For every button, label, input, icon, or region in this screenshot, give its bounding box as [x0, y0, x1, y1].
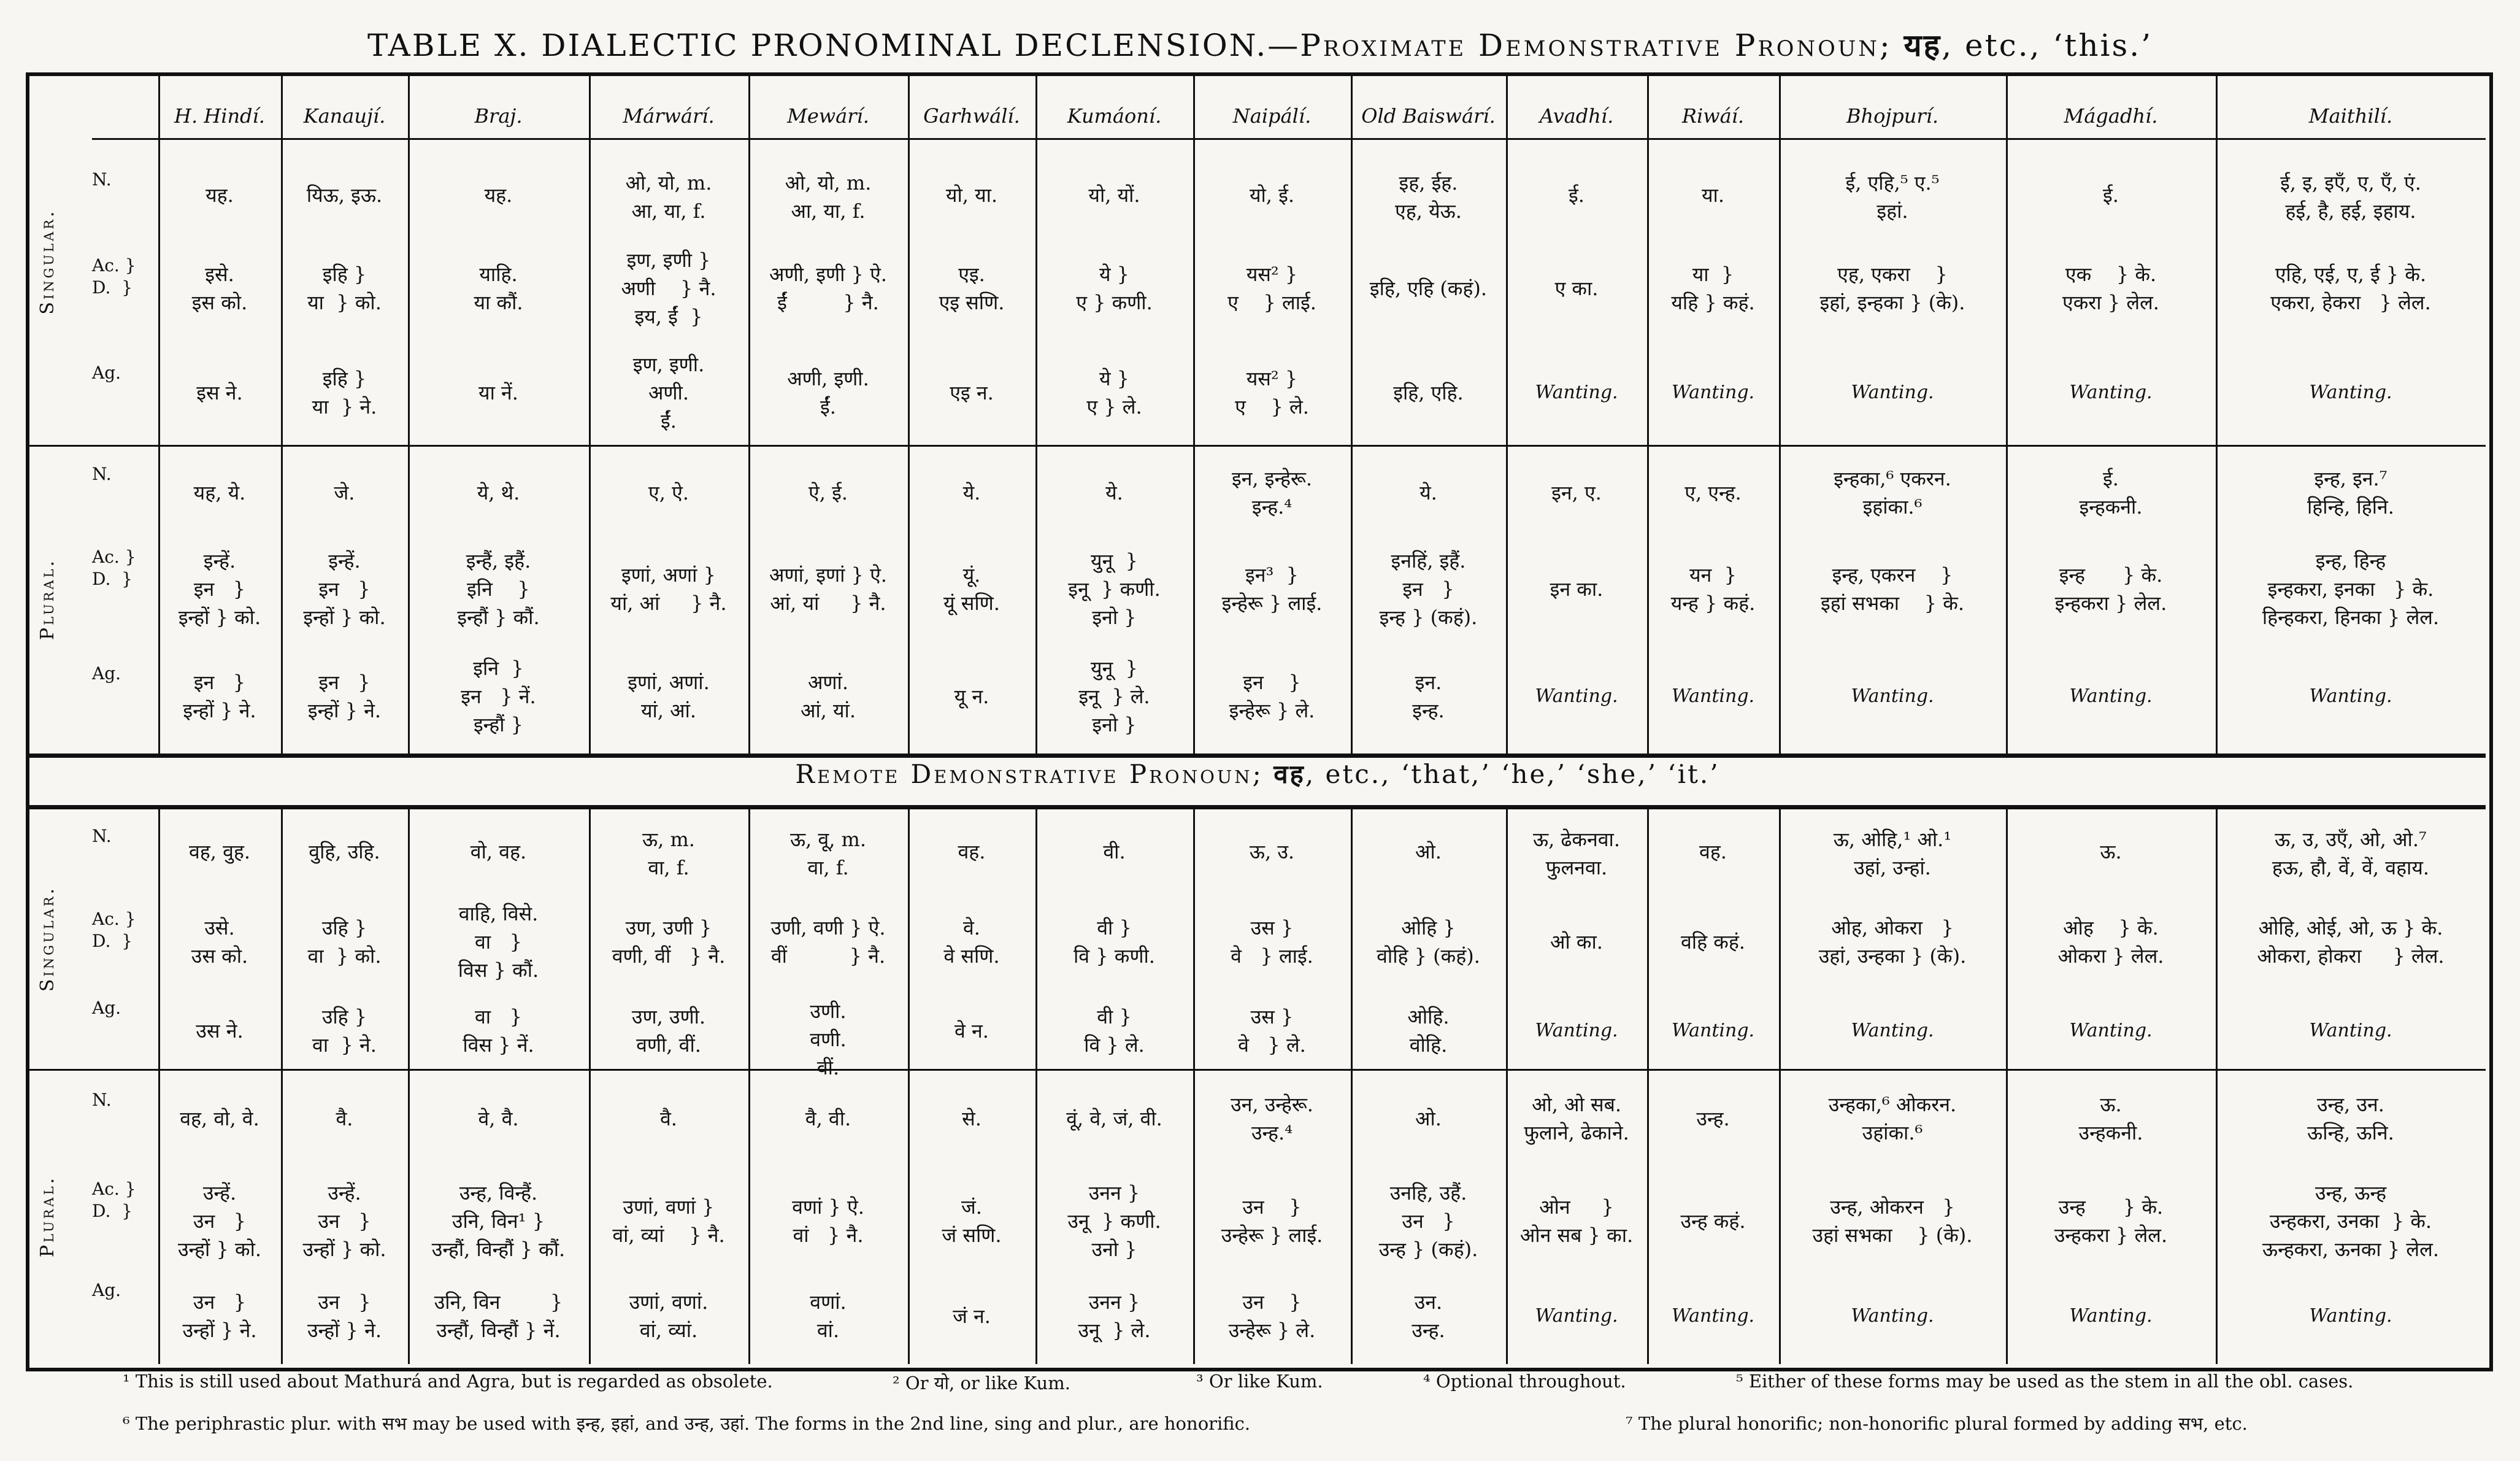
table-cell: इन } इन्हेरू } ले.	[1229, 671, 1315, 722]
section-divider	[29, 805, 2486, 809]
table-cell: ए का.	[1554, 277, 1599, 300]
column-divider	[1035, 809, 1037, 1364]
table-cell: Wanting.	[1851, 1020, 1934, 1041]
table-cell: वै, वी.	[805, 1106, 851, 1130]
table-cell: उन } उन्हों } ने.	[307, 1290, 382, 1342]
table-cell: वे, वै.	[478, 1106, 519, 1130]
table-cell: Wanting.	[1535, 1020, 1618, 1041]
column-divider	[2216, 809, 2218, 1364]
table-cell: अणी, इणी. ईं.	[787, 367, 869, 418]
table-cell: जं न.	[953, 1305, 991, 1328]
case-label: Ag.	[92, 363, 121, 383]
column-header: Márwárí.	[623, 104, 715, 128]
table-cell: इन्हें. इन } इन्हों } को.	[303, 549, 386, 629]
table-cell: ओ, यो, m. आ, या, f.	[625, 171, 712, 223]
table-cell: वे. वे सणि.	[943, 916, 1000, 968]
table-cell: यूं. यूं सणि.	[943, 563, 1000, 615]
table-cell: ये } ए } ले.	[1086, 367, 1142, 418]
footnote-3: ³ Or like Kum.	[1196, 1371, 1323, 1392]
table-cell: इणां, अणां. यां, आं.	[628, 671, 710, 722]
table-cell: Wanting.	[1671, 1020, 1755, 1041]
table-cell: इन्ह, एकरन } इहां सभका } के.	[1820, 563, 1965, 615]
table-cell: ओ.	[1415, 839, 1442, 863]
table-cell: उन. उन्ह.	[1412, 1290, 1445, 1342]
column-header: Braj.	[474, 104, 523, 128]
title-main: TABLE X. DIALECTIC PRONOMINAL DECLENSION.—	[367, 28, 1300, 63]
column-header: Mewárí.	[787, 104, 869, 128]
column-divider	[1647, 809, 1649, 1364]
title-word: यह	[1903, 27, 1942, 63]
table-cell: वह, वुह.	[188, 839, 251, 863]
table-cell: इहि } या } को.	[307, 263, 382, 314]
case-label: N.	[92, 464, 112, 484]
column-header: Kanaují.	[303, 104, 386, 128]
table-cell: Wanting.	[1851, 685, 1934, 707]
table-cell: इह, ईह. एह, येऊ.	[1395, 171, 1462, 223]
table-cell: उन्ह, ऊन्ह उन्हकरा, उनका } के. ऊन्हकरा, ऊनका } लेल.	[2262, 1181, 2439, 1261]
table-cell: Wanting.	[1535, 382, 1618, 403]
table-cell: इन्ह, इन.⁷ हिन्हि, हिनि.	[2307, 466, 2394, 518]
column-divider	[2216, 76, 2218, 756]
table-cell: एइ न.	[950, 381, 994, 404]
column-header: Kumáoní.	[1067, 104, 1162, 128]
table-cell: इहि } या } ने.	[312, 367, 377, 418]
table-cell: उण, उणी } वणी, वीं } नै.	[612, 916, 726, 968]
table-cell: एह, एकरा } इहां, इन्हका } (के).	[1819, 263, 1965, 314]
table-cell: एक } के. एकरा } लेल.	[2062, 263, 2159, 314]
table-cell: यस² } ए } लाई.	[1227, 263, 1316, 314]
column-divider	[1506, 76, 1508, 756]
table-cell: उन्हें. उन } उन्हों } को.	[302, 1181, 386, 1261]
column-header: Mágadhí.	[2064, 104, 2158, 128]
column-divider	[408, 76, 410, 756]
column-divider	[748, 809, 750, 1364]
table-cell: वूं, वे, जं, वी.	[1066, 1106, 1162, 1130]
case-label: Ac. } D. }	[92, 1179, 136, 1221]
column-header: Bhojpurí.	[1846, 104, 1939, 128]
table-cell: यू न.	[954, 685, 989, 708]
column-divider	[2006, 809, 2008, 1364]
table-cell: यह.	[484, 183, 513, 207]
column-divider	[1193, 76, 1195, 756]
table-cell: यन } यन्ह } कहं.	[1670, 563, 1756, 615]
table-cell: जे.	[334, 480, 355, 504]
column-divider	[158, 76, 160, 756]
table-cell: उस } वे } लाई.	[1231, 916, 1313, 968]
column-divider	[281, 76, 283, 756]
table-cell: इस ने.	[196, 381, 243, 404]
table-cell: इहि, एहि (कहं).	[1369, 277, 1488, 300]
table-cell: युनू } इनू } ले. इनो }	[1078, 657, 1150, 736]
footnote-2: ² Or यो, or like Kum.	[893, 1373, 1070, 1394]
table-cell: Wanting.	[2309, 1305, 2392, 1327]
case-label: N.	[92, 169, 112, 190]
table-cell: Wanting.	[2309, 382, 2392, 403]
table-cell: उन्ह } के. उन्हकरा } लेल.	[2054, 1195, 2168, 1247]
table-cell: उणी. वणी. वीं.	[810, 1000, 847, 1079]
table-cell: उन } उन्हेरू } ले.	[1228, 1290, 1316, 1342]
table-cell: ये.	[962, 480, 981, 504]
title-tail: , etc., ‘this.’	[1942, 28, 2153, 63]
table-cell: उणां, वणां } वां, व्यां } नै.	[612, 1195, 725, 1247]
column-divider	[1351, 76, 1353, 756]
table-cell: उन्ह कहं.	[1680, 1209, 1746, 1233]
table-title	[0, 23, 2520, 65]
table-cell: ओ का.	[1550, 930, 1603, 954]
table-cell: उणी, वणी } ऐ. वीं } नै.	[770, 916, 886, 968]
singular-label: Singular.	[37, 209, 58, 315]
table-cell: उन्ह, ओकरन } उहां सभका } (के).	[1812, 1195, 1973, 1247]
table-cell: इनि } इन } नें. इन्हौं }	[461, 657, 536, 736]
column-header: Old Baiswárí.	[1361, 104, 1496, 128]
table-cell: उनि, विन } उन्हौं, विन्हौं } नें.	[434, 1290, 563, 1342]
table-cell: उन्ह.	[1696, 1106, 1730, 1130]
table-cell: उण, उणी. वणी, वीं.	[631, 1005, 706, 1057]
table-cell: ओहि. वोहि.	[1407, 1005, 1450, 1057]
table-cell: Wanting.	[1671, 685, 1755, 707]
table-cell: इन्ह, हिन्ह इन्हकरा, इनका } के. हिन्हकरा, हिनका } लेल.	[2262, 549, 2440, 629]
table-cell: इन. इन्ह.	[1412, 671, 1445, 722]
column-header: Maithilí.	[2308, 104, 2393, 128]
table-cell: इन, ए.	[1551, 480, 1602, 504]
table-cell: उन, उन्हेरू. उन्ह.⁴	[1231, 1092, 1313, 1144]
table-cell: यो, यों.	[1088, 183, 1140, 207]
table-cell: Wanting.	[1671, 382, 1755, 403]
table-cell: या.	[1701, 183, 1725, 207]
table-cell: ऊ, ओहि,¹ ओ.¹ उहां, उन्हां.	[1833, 828, 1952, 879]
table-cell: उसे. उस को.	[191, 916, 248, 968]
footnote-5: ⁵ Either of these forms may be used as the stem in all the obl. cases.	[1736, 1371, 2354, 1392]
column-divider	[1647, 76, 1649, 756]
case-label: Ac. } D. }	[92, 909, 136, 951]
table-cell: अणी, इणी } ऐ. ईं } नै.	[769, 263, 887, 314]
column-divider	[1779, 76, 1781, 756]
table-cell: यस² } ए } ले.	[1235, 367, 1309, 418]
table-cell: ओ, ओ सब. फुलाने, ढेकाने.	[1524, 1092, 1629, 1144]
table-cell: वो, वह.	[470, 839, 527, 863]
column-divider	[908, 76, 910, 756]
table-cell: ऐ, ई.	[809, 480, 848, 504]
table-cell: युनू } इनू } कणी. इनो }	[1068, 549, 1161, 629]
column-divider	[1193, 809, 1195, 1364]
table-cell: Wanting.	[1535, 1305, 1618, 1327]
table-cell: ये } ए } कणी.	[1076, 263, 1153, 314]
table-cell: ई, एहि,⁵ ए.⁵ इहां.	[1845, 171, 1940, 223]
case-label: N.	[92, 1090, 112, 1110]
table-cell: उन } उन्हों } ने.	[182, 1290, 257, 1342]
header-rule	[92, 138, 2486, 140]
column-divider	[748, 76, 750, 756]
footnote-6: ⁶ The periphrastic plur. with सभ may be used with इन्ह, इहां, and उन्ह, उहां. The forms in the 2nd line, sing and plur., are honorific.	[123, 1413, 1251, 1434]
table-cell: अणां, इणां } ऐ. आं, यां } नै.	[769, 563, 887, 615]
table-cell: वे न.	[955, 1019, 989, 1043]
column-divider	[1351, 809, 1353, 1364]
table-cell: ई, इ, इऍं, ए, ऍं, एं. हई, है, हई, इहाय.	[2280, 171, 2421, 223]
table-cell: ई.	[1569, 183, 1585, 207]
table-cell: ऊ, उ.	[1249, 839, 1295, 863]
column-header: Riwáí.	[1681, 104, 1745, 128]
table-cell: वणां. वां.	[810, 1290, 847, 1342]
column-divider	[281, 809, 283, 1364]
table-cell: वणां } ऐ. वां } नै.	[792, 1195, 864, 1247]
table-cell: वै.	[660, 1106, 677, 1130]
table-cell: वाहि, विसे. वा } विस } कौं.	[458, 902, 539, 982]
table-cell: इण, इणी. अणी. ईं.	[632, 353, 705, 433]
table-cell: एहि, एई, ए, ई } के. एकरा, हेकरा } लेल.	[2270, 263, 2431, 314]
table-cell: Wanting.	[1535, 685, 1618, 707]
footnote-1: ¹ This is still used about Mathurá and Agra, but is regarded as obsolete.	[123, 1371, 773, 1392]
table-cell: उन्ह, विन्हैं. उनि, विन¹ } उन्हौं, विन्हौं } कौं.	[431, 1181, 566, 1261]
table-cell: ऊ, उ, उऍं, ओ, ओ.⁷ हऊ, हौ, वें, वें, वहाय.	[2272, 828, 2430, 879]
table-cell: वहि कहं.	[1681, 930, 1745, 954]
table-cell: उस ने.	[196, 1019, 244, 1043]
case-label: N.	[92, 826, 112, 846]
table-cell: इन का.	[1550, 577, 1604, 601]
table-cell: ओहि } वोहि } (कहं).	[1377, 916, 1480, 968]
table-cell: ओह } के. ओकरा } लेल.	[2057, 916, 2164, 968]
column-divider	[2006, 76, 2008, 756]
table-cell: उहि } वा } ने.	[312, 1005, 377, 1057]
column-divider	[1035, 76, 1037, 756]
case-label: Ag.	[92, 998, 121, 1018]
table-cell: इहि, एहि.	[1393, 381, 1464, 404]
table-cell: इन्हें. इन } इन्हों } को.	[178, 549, 261, 629]
table-cell: यिऊ, इऊ.	[306, 183, 383, 207]
table-cell: ऊ.	[2100, 839, 2122, 863]
plural-label: Plural.	[37, 1175, 58, 1258]
column-header: H. Hindí.	[174, 104, 265, 128]
table-cell: उस } वे } ले.	[1238, 1005, 1306, 1057]
column-divider	[158, 809, 160, 1364]
table-cell: यो, या.	[945, 183, 998, 207]
remote-section-title	[29, 756, 2486, 791]
column-header: Naipálí.	[1232, 104, 1312, 128]
table-cell: ओ.	[1415, 1106, 1442, 1130]
table-cell: इन्हैं, इहैं. इनि } इन्हौं } कौं.	[457, 549, 540, 629]
case-label: Ac. } D. }	[92, 255, 136, 298]
table-cell: ये, थे.	[477, 480, 520, 504]
footnote-4: ⁴ Optional throughout.	[1423, 1371, 1626, 1392]
table-cell: वी } वि } ले.	[1084, 1005, 1145, 1057]
table-cell: Wanting.	[2069, 382, 2153, 403]
table-cell: अणां. आं, यां.	[800, 671, 856, 722]
table-cell: वह.	[1699, 839, 1727, 863]
singular-label: Singular.	[37, 885, 58, 992]
table-cell: ओन } ओन सब } का.	[1519, 1195, 1634, 1247]
column-divider	[1779, 809, 1781, 1364]
case-label: Ag.	[92, 1280, 121, 1300]
table-cell: उन्ह, उन. ऊन्हि, ऊनि.	[2307, 1092, 2394, 1144]
table-cell: Wanting.	[2069, 1305, 2153, 1327]
table-cell: एइ. एइ सणि.	[939, 263, 1005, 314]
table-cell: वह, वो, वे.	[180, 1106, 259, 1130]
table-cell: उनन } उनू } कणी. उनो }	[1067, 1181, 1161, 1261]
table-cell: इन } इन्हों } ने.	[307, 671, 382, 722]
table-cell: इणां, अणां } यां, आं } नै.	[610, 563, 727, 615]
table-cell: याहि. या कौं.	[474, 263, 523, 314]
table-cell: वुहि, उहि.	[309, 839, 380, 863]
case-label: Ag.	[92, 663, 121, 684]
case-label: Ac. } D. }	[92, 547, 136, 589]
remote-title-word: वह	[1273, 759, 1305, 789]
plural-label: Plural.	[37, 558, 58, 641]
title-subject: Proximate Demonstrative Pronoun;	[1300, 28, 1892, 63]
table-cell: उन्हें. उन } उन्हों } को.	[177, 1181, 262, 1261]
table-cell: Wanting.	[2309, 1020, 2392, 1041]
table-cell: इन } इन्हों } ने.	[183, 671, 256, 722]
table-cell: यो, ई.	[1249, 183, 1295, 207]
table-cell: ई. इन्हकनी.	[2079, 466, 2143, 518]
column-divider	[408, 809, 410, 1364]
remote-title-subject: Remote Demonstrative Pronoun;	[795, 759, 1264, 789]
table-cell: ए, ऐ.	[648, 480, 689, 504]
table-cell: उन } उन्हेरू } लाई.	[1221, 1195, 1323, 1247]
table-cell: उणां, वणां. वां, व्यां.	[629, 1290, 709, 1342]
table-cell: इन्ह } के. इन्हकरा } लेल.	[2054, 563, 2167, 615]
table-cell: इसे. इस को.	[191, 263, 248, 314]
table-cell: वा } विस } नें.	[463, 1005, 534, 1057]
number-divider	[29, 445, 2486, 447]
column-header: Avadhí.	[1539, 104, 1614, 128]
column-header: Garhwálí.	[923, 104, 1020, 128]
table-cell: इन³ } इन्हेरू } लाई.	[1221, 563, 1323, 615]
table-cell: उनन } उनू } ले.	[1078, 1290, 1151, 1342]
table-cell: ओहि, ओई, ओ, ऊ } के. ओकरा, होकरा } लेल.	[2257, 916, 2445, 968]
table-cell: ऊ, ढेकनवा. फुलनवा.	[1532, 828, 1621, 879]
table-cell: इन, इन्हेरू. इन्ह.⁴	[1231, 466, 1313, 518]
footnote-7: ⁷ The plural honorific; non-honorific plural formed by adding सभ, etc.	[1626, 1413, 2248, 1434]
table-cell: ए, एन्ह.	[1684, 480, 1742, 504]
table-cell: यह.	[206, 183, 234, 207]
table-cell: Wanting.	[2069, 685, 2153, 707]
column-divider	[1506, 809, 1508, 1364]
table-cell: या नें.	[478, 381, 518, 404]
table-cell: Wanting.	[2309, 685, 2392, 707]
table-cell: ओ, यो, m. आ, या, f.	[785, 171, 872, 223]
remote-title-tail: , etc., ‘that,’ ‘he,’ ‘she,’ ‘it.’	[1305, 759, 1720, 789]
table-cell: Wanting.	[2069, 1020, 2153, 1041]
table-cell: Wanting.	[1851, 382, 1934, 403]
table-cell: वै.	[336, 1106, 353, 1130]
table-cell: जं. जं सणि.	[942, 1195, 1002, 1247]
table-cell: इन्हका,⁶ एकरन. इहांका.⁶	[1834, 466, 1951, 518]
column-divider	[908, 809, 910, 1364]
table-cell: ये.	[1419, 480, 1437, 504]
table-cell: वी.	[1103, 839, 1126, 863]
table-cell: ओह, ओकरा } उहां, उन्हका } (के).	[1818, 916, 1967, 968]
table-cell: ये.	[1105, 480, 1123, 504]
column-divider	[589, 76, 591, 756]
table-cell: ऊ. उन्हकनी.	[2078, 1092, 2143, 1144]
table-cell: इण, इणी } अणी } नै. इय, ईं }	[621, 249, 716, 328]
table-cell: उहि } वा } को.	[307, 916, 382, 968]
column-divider	[589, 809, 591, 1364]
table-cell: Wanting.	[1851, 1305, 1934, 1327]
table-cell: या } यहि } कहं.	[1671, 263, 1755, 314]
table-cell: वह.	[958, 839, 986, 863]
table-cell: ऊ, वू, m. वा, f.	[789, 828, 867, 879]
number-divider	[29, 1069, 2486, 1071]
table-cell: से.	[962, 1106, 981, 1130]
table-cell: वी } वि } कणी.	[1074, 916, 1155, 968]
table-cell: यह, ये.	[193, 480, 246, 504]
table-cell: उनहि, उहैं. उन } उन्ह } (कहं).	[1378, 1181, 1478, 1261]
table-cell: ई.	[2103, 183, 2119, 207]
table-cell: Wanting.	[1671, 1305, 1755, 1327]
table-cell: उन्हका,⁶ ओकरन. उहांका.⁶	[1828, 1092, 1957, 1144]
table-cell: इनहिं, इहैं. इन } इन्ह } (कहं).	[1379, 549, 1478, 629]
table-cell: ऊ, m. वा, f.	[642, 828, 695, 879]
